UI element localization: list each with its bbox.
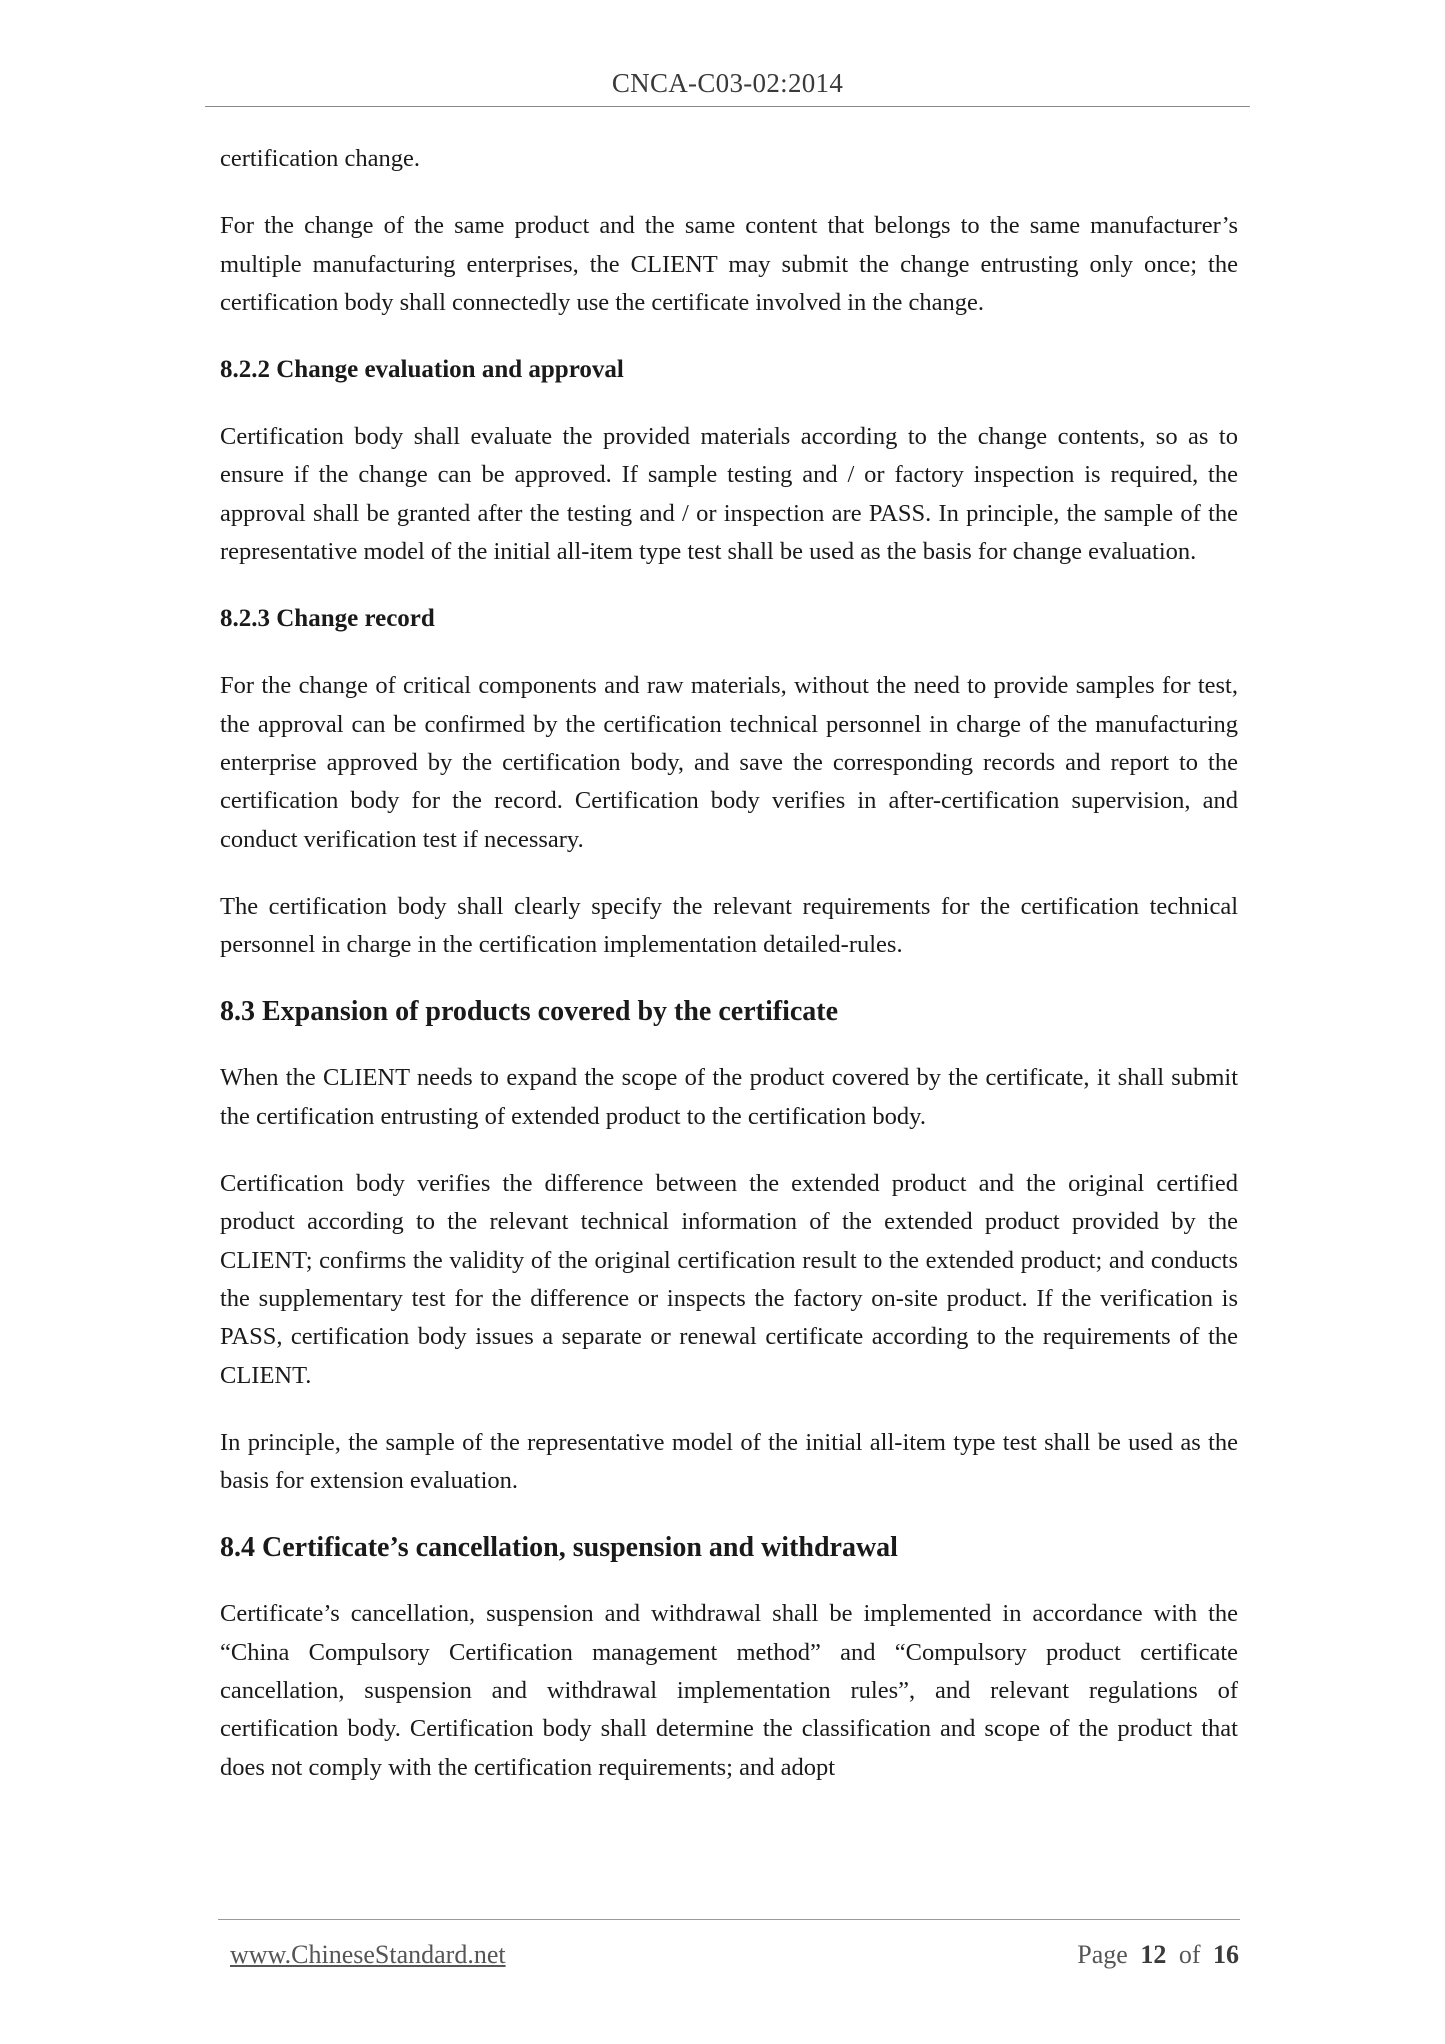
document-code: CNCA-C03-02:2014 — [611, 68, 844, 98]
page-label: Page — [1077, 1940, 1128, 1969]
paragraph: certification change. — [220, 145, 420, 172]
section-heading-8-2-2: 8.2.2 Change evaluation and approval — [220, 356, 624, 384]
current-page-number: 12 — [1140, 1940, 1167, 1969]
paragraph: When the CLIENT needs to expand the scope of the product covered by the certificate, it shall submit the certification entrusting of extended product to the certification body. — [220, 1064, 1238, 1130]
website-link[interactable]: www.ChineseStandard.net — [230, 1940, 506, 1969]
paragraph: Certificate’s cancellation, suspension and withdrawal shall be implemented in accordance with the “China Compulsory Certification management method” and “Compulsory product certificate cancellation, suspension and withdrawal implementation rules”, and relevant regulations of certification body. Certification body shall determine the classification and scope of the product that does not comply with the certification requirements; and adopt — [220, 1600, 1238, 1781]
page-indicator — [1077, 1940, 1239, 1970]
footer-divider — [218, 1919, 1240, 1920]
page-header — [205, 68, 1250, 107]
paragraph: The certification body shall clearly specify the relevant requirements for the certification technical personnel in charge in the certification implementation detailed-rules. — [220, 892, 1238, 959]
paragraph: For the change of the same product and the same content that belongs to the same manufacturer’s multiple manufacturing enterprises, the CLIENT may submit the change entrusting only once; the certification body shall connectedly use the certificate involved in the change. — [220, 212, 1238, 316]
section-heading-8-3: 8.3 Expansion of products covered by the certificate — [220, 996, 839, 1028]
section-heading-8-4: 8.4 Certificate’s cancellation, suspension and withdrawal — [220, 1532, 898, 1564]
paragraph: For the change of critical components and raw materials, without the need to provide samples for test, the approval can be confirmed by the certification technical personnel in charge of the manufacturing enterprise approved by the certification body, and save the corresponding records and report to the certification body for the record. Certification body verifies in after-certification supervision, and conduct verification test if necessary. — [220, 672, 1238, 853]
of-label: of — [1178, 1940, 1201, 1969]
document-body — [220, 140, 1238, 1816]
paragraph: In principle, the sample of the representative model of the initial all-item type test shall be used as the basis for extension evaluation. — [220, 1428, 1238, 1495]
section-heading-8-2-3: 8.2.3 Change record — [220, 605, 435, 633]
paragraph: Certification body verifies the difference between the extended product and the original certified product according to the relevant technical information of the extended product provided by the CLIENT; confirms the validity of the original certification result to the extended product; and conducts the supplementary test for the difference or inspects the factory on-site product. If the verification is PASS, certification body issues a separate or renewal certificate according to the requirements of the CLIENT. — [220, 1170, 1238, 1389]
paragraph: Certification body shall evaluate the provided materials according to the change contents, so as to ensure if the change can be approved. If sample testing and / or factory inspection is required, the approval shall be granted after the testing and / or inspection are PASS. In principle, the sample of the representative model of the initial all-item type test shall be used as the basis for change evaluation. — [220, 423, 1238, 566]
total-pages-number: 16 — [1213, 1940, 1239, 1969]
